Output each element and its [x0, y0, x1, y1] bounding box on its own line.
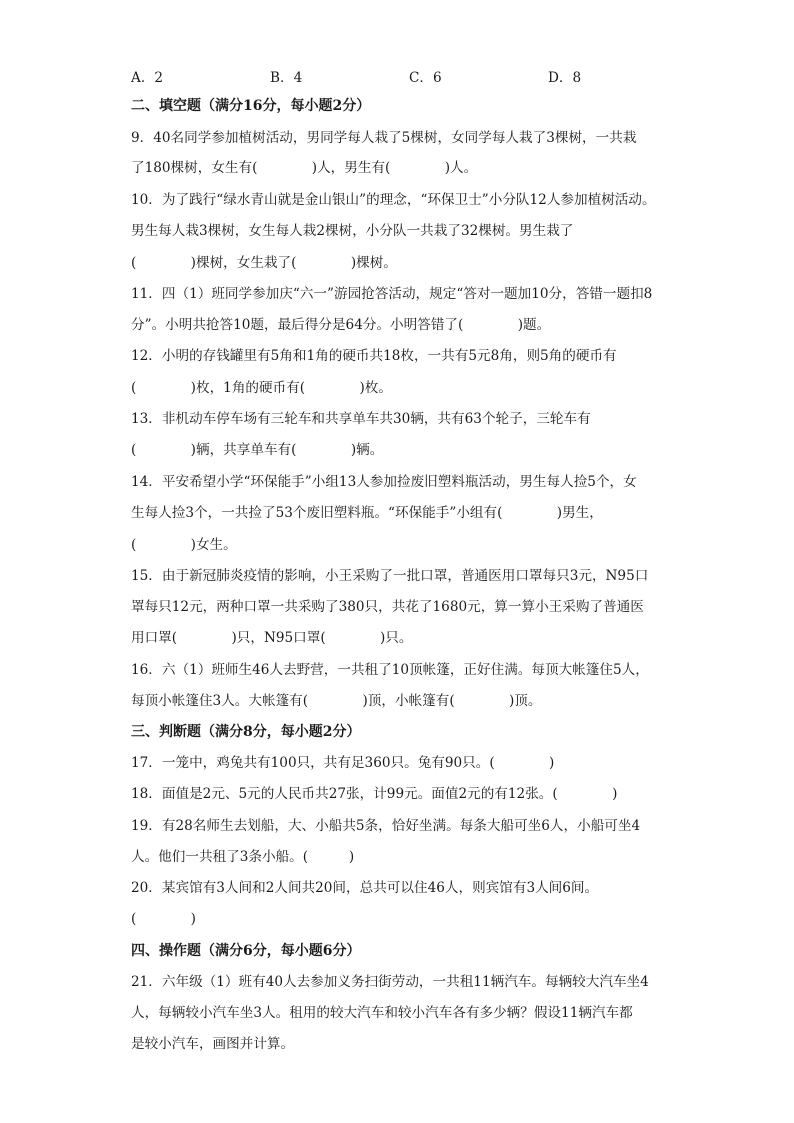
section-heading-true-false: 三、判断题（满分8分，每小题2分） [131, 724, 361, 740]
question-12-line-2: ( )枚，1角的硬币有( )枚。 [131, 380, 392, 396]
question-9-line-1: 9．40名同学参加植树活动，男同学每人栽了5棵树，女同学每人栽了3棵树，一共栽 [131, 130, 637, 146]
question-16-line-1: 16．六（1）班师生46人去野营，一共租了10顶帐篷，正好住满。每顶大帐篷住5人， [131, 662, 649, 678]
option-b: B．4 [270, 70, 303, 86]
question-14-line-3: ( )女生。 [131, 537, 237, 553]
question-11-line-1: 11．四（1）班同学参加庆“六一”游园抢答活动，规定“答对一题加10分，答错一题扣8 [131, 286, 653, 302]
question-11-line-2: 分”。小明共抢答10题，最后得分是64分。小明答错了( )题。 [131, 317, 551, 333]
question-19-line-1: 19．有28名师生去划船，大、小船共5条，恰好坐满。每条大船可坐6人，小船可坐4 [131, 818, 641, 834]
question-14-line-2: 生每人捡3个，一共捡了53个废旧塑料瓶。“环保能手”小组有( )男生， [131, 505, 603, 521]
question-15-line-1: 15．由于新冠肺炎疫情的影响，小王采购了一批口罩，普通医用口罩每只3元，N95口 [131, 568, 649, 584]
question-10-line-3: ( )棵树，女生栽了( )棵树。 [131, 255, 397, 271]
question-14-line-1: 14．平安希望小学“环保能手”小组13人参加捡废旧塑料瓶活动，男生每人捡5个，女 [131, 474, 637, 490]
question-21-line-1: 21．六年级（1）班有40人去参加义务扫街劳动，一共租11辆汽车。每辆较大汽车坐4 [131, 974, 649, 990]
answer-options-row [0, 66, 794, 86]
question-13-line-1: 13．非机动车停车场有三轮车和共享单车共30辆，共有63个轮子，三轮车有 [131, 411, 591, 427]
question-20-line-2: ( ) [131, 911, 196, 927]
question-18: 18．面值是2元、5元的人民币共27张，计99元。面值2元的有12张。( ) [131, 786, 618, 802]
question-10-line-1: 10．为了践行“绿水青山就是金山银山”的理念，“环保卫士”小分队12人参加植树活动。 [131, 192, 656, 208]
section-heading-operation: 四、操作题（满分6分，每小题6分） [131, 943, 361, 959]
question-21-line-3: 是较小汽车，画图并计算。 [131, 1036, 295, 1052]
option-a: A．2 [131, 70, 164, 86]
section-heading-fill-blank: 二、填空题（满分16分，每小题2分） [131, 98, 371, 114]
option-d: D．8 [548, 70, 582, 86]
option-c: C．6 [409, 70, 442, 86]
question-10-line-2: 男生每人栽3棵树，女生每人栽2棵树，小分队一共栽了32棵树。男生栽了 [131, 223, 574, 239]
question-19-line-2: 人。他们一共租了3条小船。( ) [131, 849, 355, 865]
question-12-line-1: 12．小明的存钱罐里有5角和1角的硬币共18枚，一共有5元8角，则5角的硬币有 [131, 348, 617, 364]
question-13-line-2: ( )辆，共享单车有( )辆。 [131, 442, 384, 458]
question-9-line-2: 了180棵树，女生有( )人，男生有( )人。 [131, 160, 478, 176]
question-17: 17．一笼中，鸡兔共有100只，共有足360只。兔有90只。( ) [131, 755, 555, 771]
question-15-line-2: 罩每只12元，两种口罩一共采购了380只，共花了1680元，算一算小王采购了普通医 [131, 599, 644, 615]
question-15-line-3: 用口罩( )只，N95口罩( )只。 [131, 630, 413, 646]
question-21-line-2: 人，每辆较小汽车坐3人。租用的较大汽车和较小汽车各有多少辆？假设11辆汽车都 [131, 1005, 633, 1021]
question-16-line-2: 每顶小帐篷住3人。大帐篷有( )顶，小帐篷有( )顶。 [131, 693, 542, 709]
question-20-line-1: 20．某宾馆有3人间和2人间共20间，总共可以住46人，则宾馆有3人间6间。 [131, 880, 599, 896]
